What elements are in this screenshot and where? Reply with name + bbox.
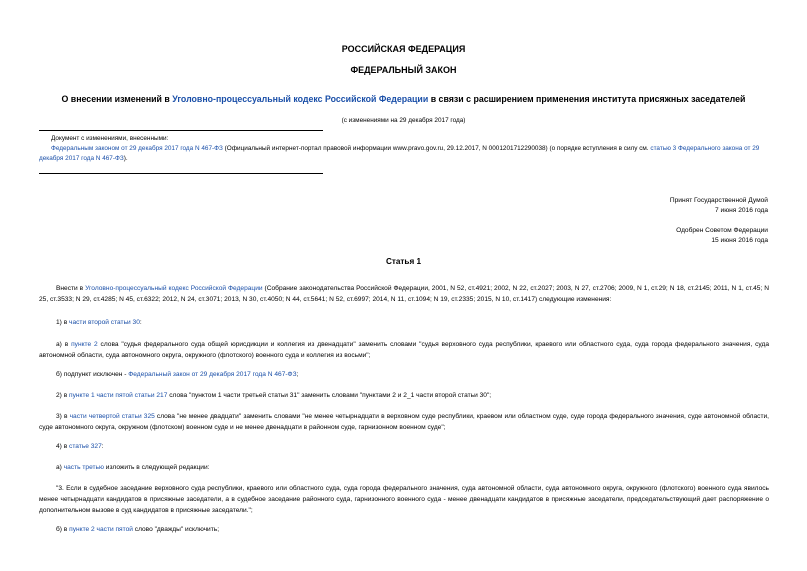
item-4a-post: изложить в следующей редакции:: [103, 464, 210, 471]
item-3: [39, 411, 769, 433]
item-4b-pre: б) в: [56, 526, 70, 533]
item-1-post: :: [139, 319, 142, 326]
intro-pre: Внести в: [56, 285, 86, 292]
item-1-link[interactable]: части второй статьи 30: [69, 319, 140, 326]
item-1b-post: ;: [296, 371, 299, 378]
note-link-article3[interactable]: статью 3 Федерального закона от 29 декабря 2017 года N 467-ФЗ: [39, 145, 760, 162]
law-title-link[interactable]: Уголовно-процессуальный кодекс Российской Федерации: [172, 94, 429, 104]
divider-bottom: [39, 173, 323, 174]
item-2-pre: 2) в: [56, 392, 70, 399]
quoted-text: "3. Если в судебное заседание верховного суда республики, краевого или областного суда, суда города федерального значения, суда автономной области, суда автономного округа, окружного (флотского) военного суда явилось менее четырнадцати кандидатов в присяжные заседатели, а в судебное заседание районного суда, гарнизонного военного суда - менее двенадцати кандидатов в присяжные заседатели, председательствующий дает распоряжение о дополнительном вызове в суд кандидатов в присяжные заседатели.";: [39, 485, 769, 514]
item-1b-link[interactable]: Федеральный закон от 29 декабря 2017 года N 467-ФЗ: [128, 371, 297, 378]
adoption-council-label: Одобрен Советом Федерации: [676, 227, 768, 234]
intro-post: (Собрание законодательства Российской Федерации, 2001, N 52, ст.4921; 2002, N 22, ст.2027; 2003, N 27, ст.2706; 2009, N 1, ст.29; N 18, ст.2145; 2011, N 1, ст.45; N 25, ст.3533; N 29, ст.4285; N 45, ст.6322; 2012, N 24, ст.3071; 2013, N 30, ст.4050; N 44, ст.5641; N 52, ст.6997; 2014, N 11, ст.1094; N 19, ст.2335; 2015, N 10, ст.1417) следующие изменения:: [39, 285, 769, 303]
article-intro: [39, 283, 769, 305]
adoption-duma-label: Принят Государственной Думой: [669, 197, 768, 204]
item-4b-link[interactable]: пункте 2 части пятой: [69, 526, 133, 533]
article-heading: Статья 1: [385, 257, 422, 266]
item-4b: [39, 524, 769, 535]
item-4a: [39, 462, 769, 473]
item-2-link[interactable]: пункте 1 части пятой статьи 217: [69, 392, 168, 399]
item-3-post: слова "не менее двадцати" заменить словами "не менее четырнадцати в верховном суде республики, краевом или областном суде, суде города федерального значения, суде автономной области, суде автономного округа, окружном (флотском) военном суде и не менее двенадцати в районном суде, гарнизонном военном суде";: [39, 413, 770, 431]
divider-top: [39, 130, 323, 131]
item-1a-link[interactable]: пункте 2: [71, 341, 98, 348]
law-type-heading: ФЕДЕРАЛЬНЫЙ ЗАКОН: [350, 65, 457, 75]
item-1-pre: 1) в: [56, 319, 70, 326]
item-2: [39, 390, 769, 401]
item-1b: [39, 369, 769, 380]
item-4a-pre: а): [56, 464, 64, 471]
note-text1: (Официальный интернет-портал правовой информации www.pravo.gov.ru, 29.12.2017, N 0001201712290038) (о порядке вступления в силу см.: [222, 145, 651, 152]
item-2-post: слова "пунктом 1 части третьей статьи 31" заменить словами "пунктами 2 и 2_1 части второй статьи 30";: [167, 392, 492, 399]
item-3-pre: 3) в: [56, 413, 70, 420]
note-line2: [39, 144, 769, 164]
item-1: [39, 317, 769, 328]
law-title-post: в связи с расширением применения института присяжных заседателей: [428, 94, 746, 104]
federation-heading: РОССИЙСКАЯ ФЕДЕРАЦИЯ: [341, 44, 466, 54]
item-1a: [39, 339, 769, 361]
note-text2: ).: [123, 155, 128, 162]
item-1a-pre: а) в: [56, 341, 72, 348]
item-3-link[interactable]: части четвертой статьи 325: [69, 413, 155, 420]
item-1b-pre: б) подпункт исключен -: [56, 371, 129, 378]
item-4-post: :: [101, 443, 104, 450]
note-link-467[interactable]: Федеральным законом от 29 декабря 2017 года N 467-ФЗ: [51, 145, 223, 152]
item-4: [39, 441, 769, 452]
adoption-duma-date: 7 июня 2016 года: [715, 207, 768, 214]
amendment-note: [39, 134, 769, 164]
amendment-date: (с изменениями на 29 декабря 2017 года): [341, 117, 466, 124]
law-title-pre: О внесении изменений в: [61, 94, 173, 104]
intro-link-upk[interactable]: Уголовно-процессуальный кодекс Российской Федерации: [85, 285, 263, 292]
item-4-link[interactable]: статье 327: [69, 443, 102, 450]
item-4-pre: 4) в: [56, 443, 70, 450]
adoption-council-date: 15 июня 2016 года: [711, 237, 768, 244]
law-title: [0, 94, 807, 104]
note-line1: Документ с изменениями, внесенными:: [51, 135, 169, 142]
item-4a-link[interactable]: часть третью: [63, 464, 104, 471]
adoption-council: [676, 226, 768, 246]
item-4b-post: слово "дважды" исключить;: [132, 526, 220, 533]
adoption-duma: [670, 196, 768, 216]
item-1a-post: слова "судья федерального суда общей юрисдикции и коллегия из двенадцати" заменить словами "судья верховного суда республики, краевого или областного суда, суда города федерального значения, суда автономной области, суда автономного округа, окружного (флотского) военного суда и коллегия из восьми";: [39, 341, 769, 359]
